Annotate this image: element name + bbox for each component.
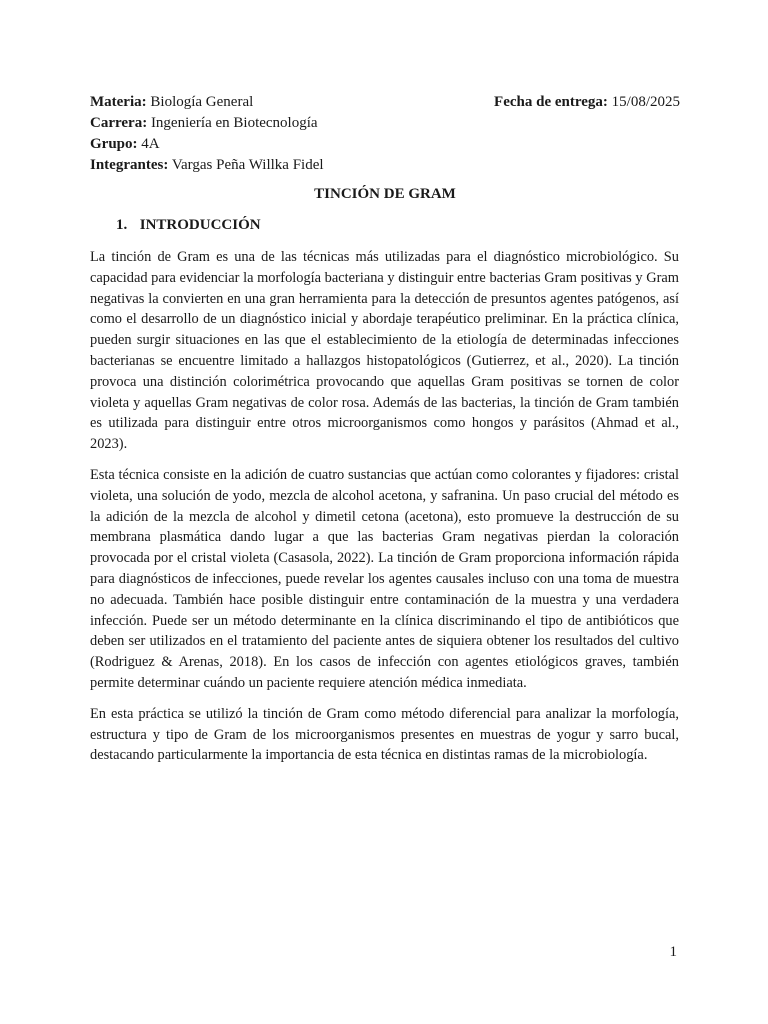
section-heading — [116, 215, 261, 236]
header-row-materia — [90, 92, 680, 113]
grupo-label: Grupo: — [90, 136, 138, 152]
integrantes-label: Integrantes: — [90, 157, 169, 173]
section-heading-text: INTRODUCCIÓN — [139, 217, 261, 233]
paragraph: En esta práctica se utilizó la tinción de Gram como método diferencial para analizar la morfología, estructura y tipo de Gram de los microorganismos presentes en muestras de yogur y sarro bucal, destacando particularmente la importancia de esta técnica en distintas ramas de la microbiología. — [90, 705, 679, 764]
materia-field — [90, 92, 253, 113]
integrantes-value: Vargas Peña Willka Fidel — [171, 157, 324, 173]
fecha-label: Fecha de entrega: — [494, 94, 608, 110]
header-row-grupo — [90, 134, 680, 155]
document-title: TINCIÓN DE GRAM — [314, 186, 456, 202]
carrera-label: Carrera: — [90, 115, 148, 131]
section-number: 1. — [116, 217, 128, 233]
carrera-value: Ingeniería en Biotecnología — [150, 115, 318, 131]
header-row-carrera — [90, 113, 680, 134]
page-number: 1 — [669, 944, 677, 960]
paragraph: Esta técnica consiste en la adición de cuatro sustancias que actúan como colorantes y fijadores: cristal violeta, una solución de yodo, mezcla de alcohol acetona, y safranina. Un paso crucial del método es la adición de la mezcla de alcohol y dimetil cetona (acetona), esto promueve la destrucción de su membrana plasmática dando lugar a que las bacterias Gram negativas pierdan la coloración provocada por el cristal violeta (Casasola, 2022). La tinción de Gram proporciona información rápida para diagnósticos de infecciones, puede revelar los agentes causales incluso con una toma de muestra no adecuada. También hace posible distinguir entre contaminación de la muestra y una verdadera infección. Puede ser un método determinante en la clínica discriminando el tipo de antibióticos que deben ser utilizados en el tratamiento del paciente antes de siquiera obtener los resultados del cultivo (Rodriguez & Arenas, 2018). En los casos de infección con agentes etiológicos graves, también permite determinar cuándo un paciente requiere atención médica inmediata. — [90, 466, 679, 691]
document-header — [90, 92, 680, 176]
fecha-value: 15/08/2025 — [611, 94, 680, 110]
fecha-field — [494, 92, 680, 113]
section-body — [90, 247, 679, 776]
paragraph: La tinción de Gram es una de las técnicas más utilizadas para el diagnóstico microbiológico. Su capacidad para evidenciar la morfología bacteriana y distinguir entre bacterias Gram positivas y Gram negativas la convierten en una gran herramienta para la detección de presuntos agentes patógenos, así como el desarrollo de un diagnóstico inicial y abordaje terapéutico preliminar. En la práctica clínica, pueden surgir situaciones en las que el establecimiento de la etiología de determinadas infecciones bacterianas se encuentre limitado a hallazgos histopatológicos (Gutierrez, et al., 2020). La tinción provoca una distinción colorimétrica provocando que aquellas Gram positivas se tornen de color violeta y aquellas Gram negativas de color rosa. Además de las bacterias, la tinción de Gram también es utilizada para distinguir entre otros microorganismos como hongos y parásitos (Ahmad et al., 2023). — [90, 249, 679, 453]
grupo-value: 4A — [141, 136, 160, 152]
grupo-field — [90, 134, 160, 155]
header-row-integrantes — [90, 155, 680, 176]
carrera-field — [90, 113, 318, 134]
materia-label: Materia: — [90, 94, 147, 110]
integrantes-field — [90, 155, 324, 176]
materia-value: Biología General — [150, 94, 254, 110]
